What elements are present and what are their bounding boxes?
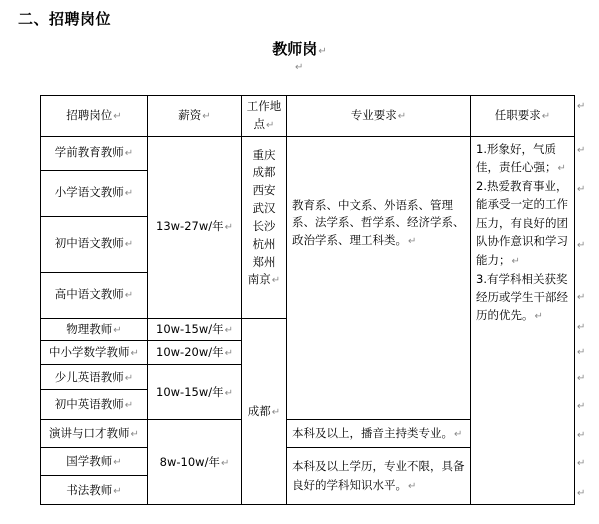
row-end-mark: ↵ [577, 373, 586, 384]
row-end-mark: ↵ [577, 322, 586, 333]
section-title: 二、招聘岗位 [18, 10, 112, 28]
position-cell: 物理教师↵ [41, 318, 148, 341]
header-major: 专业要求↵ [287, 96, 471, 137]
position-cell: 少儿英语教师↵ [41, 365, 148, 390]
location-cell-chengdu: 成都↵ [242, 318, 287, 505]
salary-cell: 10w-15w/年↵ [148, 365, 242, 420]
salary-cell: 8w-10w/年↵ [148, 420, 242, 505]
salary-cell: 10w-15w/年↵ [148, 318, 242, 341]
position-cell: 学前教育教师↵ [41, 136, 148, 170]
position-cell: 初中英语教师↵ [41, 390, 148, 420]
position-cell: 初中语文教师↵ [41, 216, 148, 272]
row-end-mark: ↵ [577, 347, 586, 358]
row-end-mark: ↵ [577, 145, 586, 156]
paragraph-mark: ↵ [295, 62, 304, 73]
position-cell: 书法教师↵ [41, 476, 148, 505]
row-end-mark: ↵ [577, 101, 586, 112]
major-cell: 本科及以上，播音主持类专业。↵ [287, 420, 471, 448]
major-cell: 本科及以上学历，专业不限，具备良好的学科知识水平。↵ [287, 448, 471, 505]
header-location: 工作地点↵ [242, 96, 287, 137]
header-position: 招聘岗位↵ [41, 96, 148, 137]
recruitment-table [40, 95, 575, 505]
header-requirements: 任职要求↵ [471, 96, 575, 137]
row-end-mark: ↵ [577, 401, 586, 412]
salary-cell: 10w-20w/年↵ [148, 341, 242, 365]
row-end-mark: ↵ [577, 430, 586, 441]
row-end-mark: ↵ [577, 292, 586, 303]
table-row [41, 136, 575, 170]
paragraph-mark: ↵ [318, 46, 327, 57]
doc-title: 教师岗↵ [272, 40, 327, 58]
position-cell: 小学语文教师↵ [41, 170, 148, 216]
position-cell: 演讲与口才教师↵ [41, 420, 148, 448]
header-salary: 薪资↵ [148, 96, 242, 137]
row-end-mark: ↵ [577, 184, 586, 195]
position-cell: 国学教师↵ [41, 448, 148, 476]
requirements-cell: 1.形象好，气质佳，责任心强；↵ 2.热爱教育事业，能承受一定的工作压力，有良好的团队协作意识和学习能力；↵ 3.有学科相关获奖经历或学生干部经历的优先。↵ [471, 136, 575, 505]
position-cell: 高中语文教师↵ [41, 272, 148, 318]
salary-cell: 13w-27w/年↵ [148, 136, 242, 318]
major-cell: 教育系、中文系、外语系、管理系、法学系、哲学系、经济学系、政治学系、理工科类。↵ [287, 136, 471, 420]
position-cell: 中小学数学教师↵ [41, 341, 148, 365]
row-end-mark: ↵ [577, 240, 586, 251]
table-header-row [41, 96, 575, 137]
row-end-mark: ↵ [577, 488, 586, 499]
location-cell: 重庆 成都 西安 武汉 长沙 杭州 郑州 南京↵ [242, 136, 287, 318]
row-end-mark: ↵ [577, 458, 586, 469]
